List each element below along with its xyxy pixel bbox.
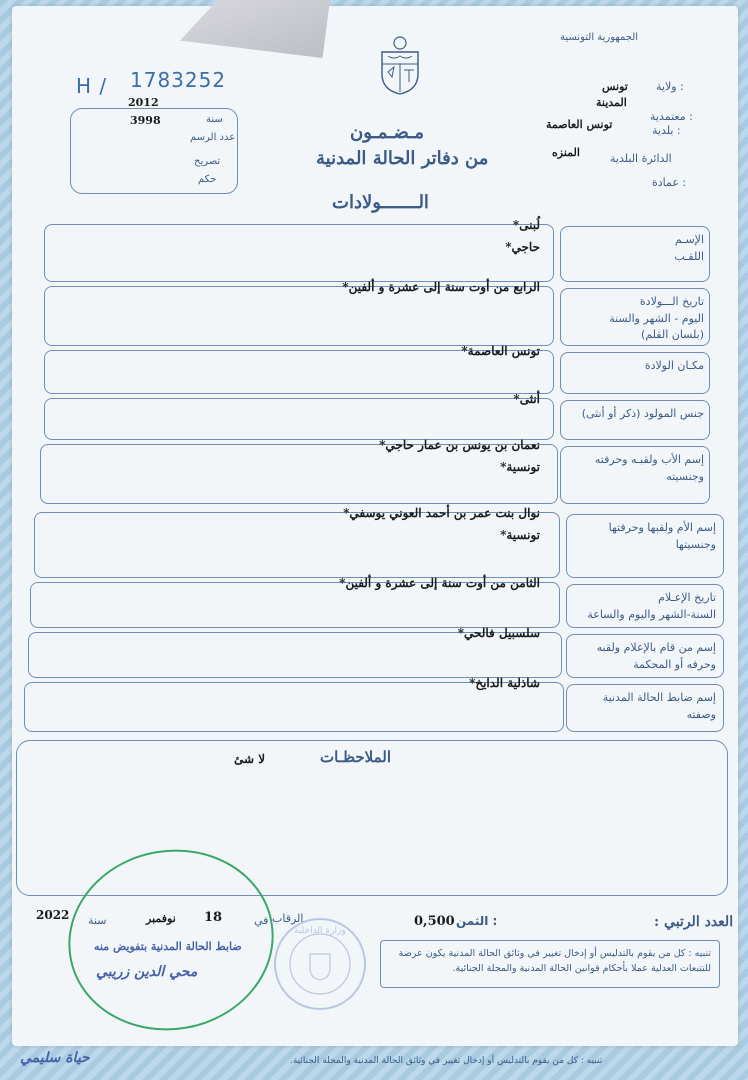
row-label-line: وجنسيتها bbox=[675, 537, 716, 551]
row-label bbox=[564, 232, 704, 265]
row-label-line: السنة-الشهر واليوم والساعة bbox=[587, 607, 716, 621]
row-label-line: جنس المولود (ذكر أو أنثى) bbox=[581, 407, 704, 420]
row-label-line: تاريخ الإعـلام bbox=[658, 591, 716, 604]
row-label-line: تاريخ الـــولادة bbox=[639, 295, 704, 308]
row-value: أنثى* bbox=[513, 392, 540, 406]
row-value: نوال بنت عمر بن أحمد العوني يوسفي* bbox=[343, 506, 540, 520]
stamp-text: وزارة الداخلية bbox=[294, 926, 346, 936]
row-value: نعمان بن يونس بن عمار حاجي* bbox=[379, 438, 540, 452]
year-value-footer: 2022 bbox=[36, 908, 70, 922]
bottom-notice-fragment: تنبيه : كل من يقوم بالتدليس أو إدخال تغيير في وثائق الحالة المدنية والمجلة الجنائية. bbox=[290, 1056, 603, 1066]
day-value: 18 bbox=[204, 910, 223, 925]
district-label: الدائرة البلدية bbox=[610, 152, 672, 165]
bottom-handwriting: حياة سليمي bbox=[20, 1050, 90, 1066]
price-value: 0,500 bbox=[414, 914, 455, 929]
wilaya-label: ولاية : bbox=[656, 80, 684, 93]
year-label: سنة bbox=[206, 114, 223, 125]
row-label-line: اليوم - الشهر والسنة bbox=[609, 311, 704, 325]
row-value-box bbox=[44, 224, 554, 282]
row-value: تونس العاصمة* bbox=[461, 344, 540, 358]
coat-of-arms-icon bbox=[376, 34, 424, 96]
serial-prefix: H / bbox=[76, 74, 108, 98]
title-births: الـــــــولادات bbox=[332, 192, 429, 213]
row-value: سلسبيل فالحي* bbox=[457, 626, 540, 640]
row-value-box bbox=[44, 286, 554, 346]
row-label bbox=[564, 406, 704, 423]
row-value: حاجي* bbox=[505, 240, 540, 254]
row-label bbox=[564, 294, 704, 344]
row-label-line: (بلسان القلم) bbox=[641, 328, 704, 341]
row-label bbox=[570, 690, 716, 723]
row-label bbox=[564, 452, 704, 485]
row-value-box bbox=[34, 512, 560, 578]
officer-signature-name: محي الدين زريبي bbox=[96, 964, 198, 980]
remarks-value: لا شئ bbox=[234, 752, 266, 766]
serial-order-label: العدد الرتبي : bbox=[654, 914, 734, 930]
place-label: الرقاب bbox=[272, 912, 304, 925]
row-label bbox=[564, 358, 704, 375]
serial-number: 1783252 bbox=[130, 68, 227, 92]
omda-label: عمادة : bbox=[652, 176, 687, 189]
row-label-line: وصفته bbox=[686, 707, 716, 721]
municipality-value: تونس العاصمة bbox=[546, 118, 613, 131]
row-label-line: اللقـب bbox=[674, 249, 704, 263]
legal-notice-text: تنبيه : كل من يقوم بالتدليس أو إدخال تغيير في وثائق الحالة المدنية يكون عرضة للتتبعات العدلية عملا بأحكام قوانين الحالة المدنية والمجلة الجنائية. bbox=[398, 948, 711, 975]
row-value-box bbox=[40, 444, 558, 504]
date-prefix: في bbox=[254, 914, 269, 927]
row-label bbox=[570, 590, 716, 623]
row-value-box bbox=[44, 398, 554, 440]
row-value: الثامن من أوت سنة إلى عشرة و ألفين* bbox=[339, 576, 540, 590]
year-label-footer: سنة bbox=[88, 914, 107, 927]
row-value: شاذلية الدايخ* bbox=[469, 676, 540, 690]
row-value: الرابع من أوت سنة إلى عشرة و ألفين* bbox=[342, 280, 540, 294]
officer-title: ضابط الحالة المدنية بتفويض منه bbox=[94, 940, 242, 953]
month-value: نوفمبر bbox=[146, 912, 176, 925]
wilaya-value: تونس bbox=[602, 80, 628, 93]
row-label-line: مكـان الولادة bbox=[644, 359, 704, 372]
record-number-value: 3998 bbox=[130, 114, 161, 127]
row-label bbox=[570, 640, 716, 673]
delegation-label: معتمدية : bbox=[650, 110, 693, 123]
republic-label: الجمهورية التونسية bbox=[560, 32, 639, 43]
row-label-line: وحرفه أو المحكمة bbox=[633, 657, 716, 671]
city-value: المدينة bbox=[596, 96, 627, 109]
row-label bbox=[570, 520, 716, 553]
municipality-label: بلدية : bbox=[652, 124, 681, 137]
row-label-line: إسم ضابط الحالة المدنية bbox=[602, 691, 716, 704]
price-label: الثمن : bbox=[456, 914, 498, 928]
title-civil-registers: من دفاتر الحالة المدنية bbox=[316, 148, 489, 169]
judgment-label: حكم bbox=[198, 174, 217, 185]
district-value: المنزه bbox=[552, 146, 580, 159]
ministry-stamp bbox=[274, 918, 366, 1010]
row-label-line: الإسـم bbox=[674, 233, 704, 246]
row-label-line: إسم الأب ولقبـه وحرفته bbox=[594, 453, 704, 466]
row-value: لُبنى* bbox=[512, 218, 540, 232]
row-value: تونسية* bbox=[500, 528, 540, 542]
row-label-line: إسم الأم ولقبها وحرفتها bbox=[608, 521, 716, 534]
remarks-label: الملاحظـات bbox=[320, 748, 392, 766]
title-content: مـضـمـون bbox=[350, 122, 424, 143]
record-number-label: عدد الرسم bbox=[190, 132, 236, 143]
row-label-line: وجنسيته bbox=[666, 469, 704, 483]
row-value: تونسية* bbox=[500, 460, 540, 474]
declaration-label: تصريح bbox=[194, 156, 221, 167]
row-label-line: إسم من قام بالإعلام ولقبه bbox=[596, 641, 716, 654]
year-value: 2012 bbox=[128, 96, 159, 109]
legal-notice-box bbox=[380, 940, 720, 988]
